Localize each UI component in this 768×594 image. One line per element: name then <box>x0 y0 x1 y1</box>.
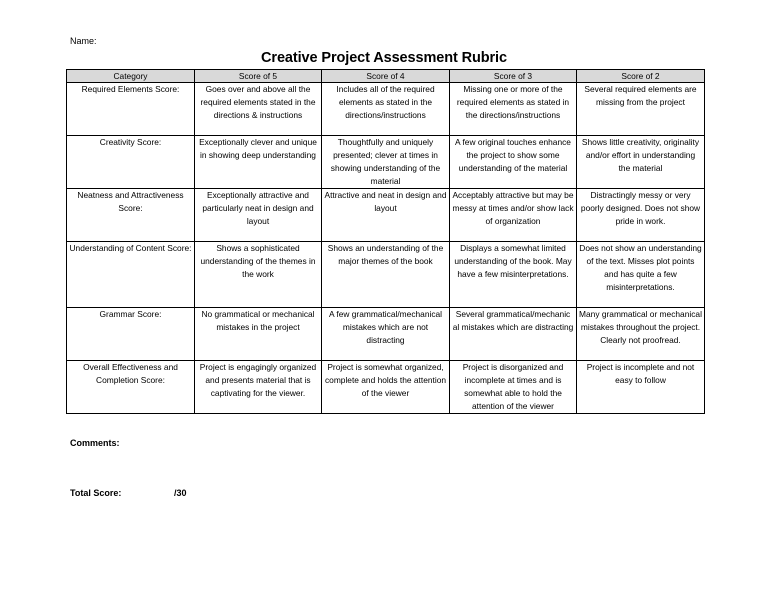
table-cell: Does not show an understanding of the text. Misses plot points and has quite a few misinterpretations. <box>577 242 705 308</box>
row-category-cell: Understanding of Content Score: <box>67 242 195 308</box>
table-cell: No grammatical or mechanical mistakes in the project <box>195 308 322 361</box>
table-cell: Exceptionally attractive and particularly neat in design and layout <box>195 189 322 242</box>
table-cell: Shows little creativity, originality and/or effort in understanding the material <box>577 136 705 189</box>
table-row <box>67 308 705 361</box>
table-cell: Exceptionally clever and unique in showing deep understanding <box>195 136 322 189</box>
row-category-cell: Overall Effectiveness and Completion Score: <box>67 361 195 414</box>
column-header-score-5: Score of 5 <box>195 70 322 83</box>
table-cell: Shows an understanding of the major themes of the book <box>322 242 450 308</box>
table-cell: A few grammatical/mechanical mistakes which are not distracting <box>322 308 450 361</box>
table-row <box>67 83 705 136</box>
table-cell: Several grammatical/mechanic al mistakes which are distracting <box>450 308 577 361</box>
row-category-cell: Required Elements Score: <box>67 83 195 136</box>
table-cell: Project is somewhat organized, complete and holds the attention of the viewer <box>322 361 450 414</box>
table-cell: Distractingly messy or very poorly designed. Does not show pride in work. <box>577 189 705 242</box>
table-cell: Goes over and above all the required elements stated in the directions & instructions <box>195 83 322 136</box>
total-score-label: Total Score: <box>70 488 122 498</box>
table-header-row <box>67 70 705 83</box>
table-cell: Project is disorganized and incomplete at times and is somewhat able to hold the attention of the viewer <box>450 361 577 414</box>
table-cell: Attractive and neat in design and layout <box>322 189 450 242</box>
name-label: Name: <box>70 36 97 46</box>
page-title: Creative Project Assessment Rubric <box>261 50 507 66</box>
column-header-score-4: Score of 4 <box>322 70 450 83</box>
table-cell: Project is engagingly organized and presents material that is captivating for the viewer. <box>195 361 322 414</box>
rubric-table <box>66 69 705 414</box>
table-cell: Acceptably attractive but may be messy at times and/or show lack of organization <box>450 189 577 242</box>
column-header-score-3: Score of 3 <box>450 70 577 83</box>
table-cell: Thoughtfully and uniquely presented; clever at times in showing understanding of the material <box>322 136 450 189</box>
table-cell: Many grammatical or mechanical mistakes throughout the project. Clearly not proofread. <box>577 308 705 361</box>
column-header-category: Category <box>67 70 195 83</box>
table-row <box>67 189 705 242</box>
table-row <box>67 361 705 414</box>
table-row <box>67 136 705 189</box>
table-cell: Shows a sophisticated understanding of the themes in the work <box>195 242 322 308</box>
table-cell: Missing one or more of the required elements as stated in the directions/instructions <box>450 83 577 136</box>
table-cell: Displays a somewhat limited understanding of the book. May have a few misinterpretations. <box>450 242 577 308</box>
total-score-value: /30 <box>174 488 187 498</box>
comments-label: Comments: <box>70 438 120 448</box>
row-category-cell: Neatness and Attractiveness Score: <box>67 189 195 242</box>
column-header-score-2: Score of 2 <box>577 70 705 83</box>
table-cell: Several required elements are missing from the project <box>577 83 705 136</box>
row-category-cell: Creativity Score: <box>67 136 195 189</box>
table-cell: Project is incomplete and not easy to follow <box>577 361 705 414</box>
row-category-cell: Grammar Score: <box>67 308 195 361</box>
table-cell: Includes all of the required elements as stated in the directions/instructions <box>322 83 450 136</box>
table-row <box>67 242 705 308</box>
table-cell: A few original touches enhance the project to show some understanding of the material <box>450 136 577 189</box>
